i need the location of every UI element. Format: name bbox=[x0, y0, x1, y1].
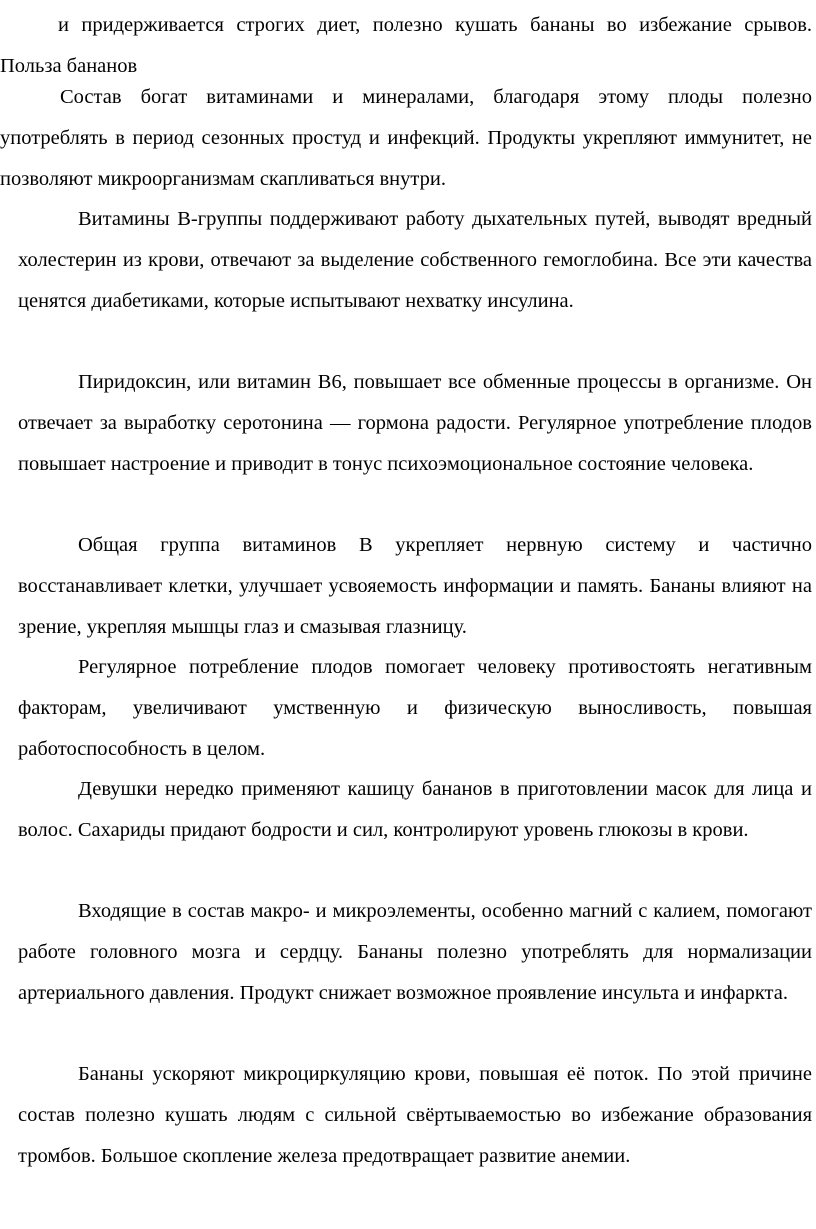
paragraph-9: Бананы ускоряют микроциркуляцию крови, повышая её поток. По этой причине состав полезно кушать людям с сильной свёртываемостью во избежание образования тромбов. Большое скопление железа предотвращает развитие анемии. bbox=[18, 1063, 812, 1167]
paragraph-6: Регулярное потребление плодов помогает человеку противостоять негативным факторам, увеличивают умственную и физическую выносливость, повышая работоспособность в целом. bbox=[18, 656, 812, 760]
paragraph-5: Общая группа витаминов В укрепляет нервную систему и частично восстанавливает клетки, улучшает усвояемость информации и память. Бананы влияют на зрение, укрепляя мышцы глаз и смазывая глазницу. bbox=[18, 534, 812, 638]
paragraph-2: Состав богат витаминами и минералами, благодаря этому плоды полезно употреблять в период сезонных простуд и инфекций. Продукты укрепляют иммунитет, не позволяют микроорганизмам скапливаться внутри. bbox=[0, 86, 812, 190]
paragraph-7: Девушки нередко применяют кашицу бананов в приготовлении масок для лица и волос. Сахариды придают бодрости и сил, контролируют уровень глюкозы в крови. bbox=[18, 778, 812, 841]
paragraph-8: Входящие в состав макро- и микроэлементы, особенно магний с калием, помогают работе головного мозга и сердцу. Бананы полезно употреблять для нормализации артериального давления. Продукт снижает возможное проявление инсульта и инфаркта. bbox=[18, 900, 812, 1004]
paragraph-1: и придерживается строгих диет, полезно кушать бананы во избежание срывов. Польза бананов bbox=[0, 14, 812, 77]
paragraph-3: Витамины В-группы поддерживают работу дыхательных путей, выводят вредный холестерин из крови, отвечают за выделение собственного гемоглобина. Все эти качества ценятся диабетиками, которые испытывают нехватку инсулина. bbox=[18, 208, 812, 312]
paragraph-4: Пиридоксин, или витамин В6, повышает все обменные процессы в организме. Он отвечает за выработку серотонина — гормона радости. Регулярное употребление плодов повышает настроение и приводит в тонус психоэмоциональное состояние человека. bbox=[18, 371, 812, 475]
